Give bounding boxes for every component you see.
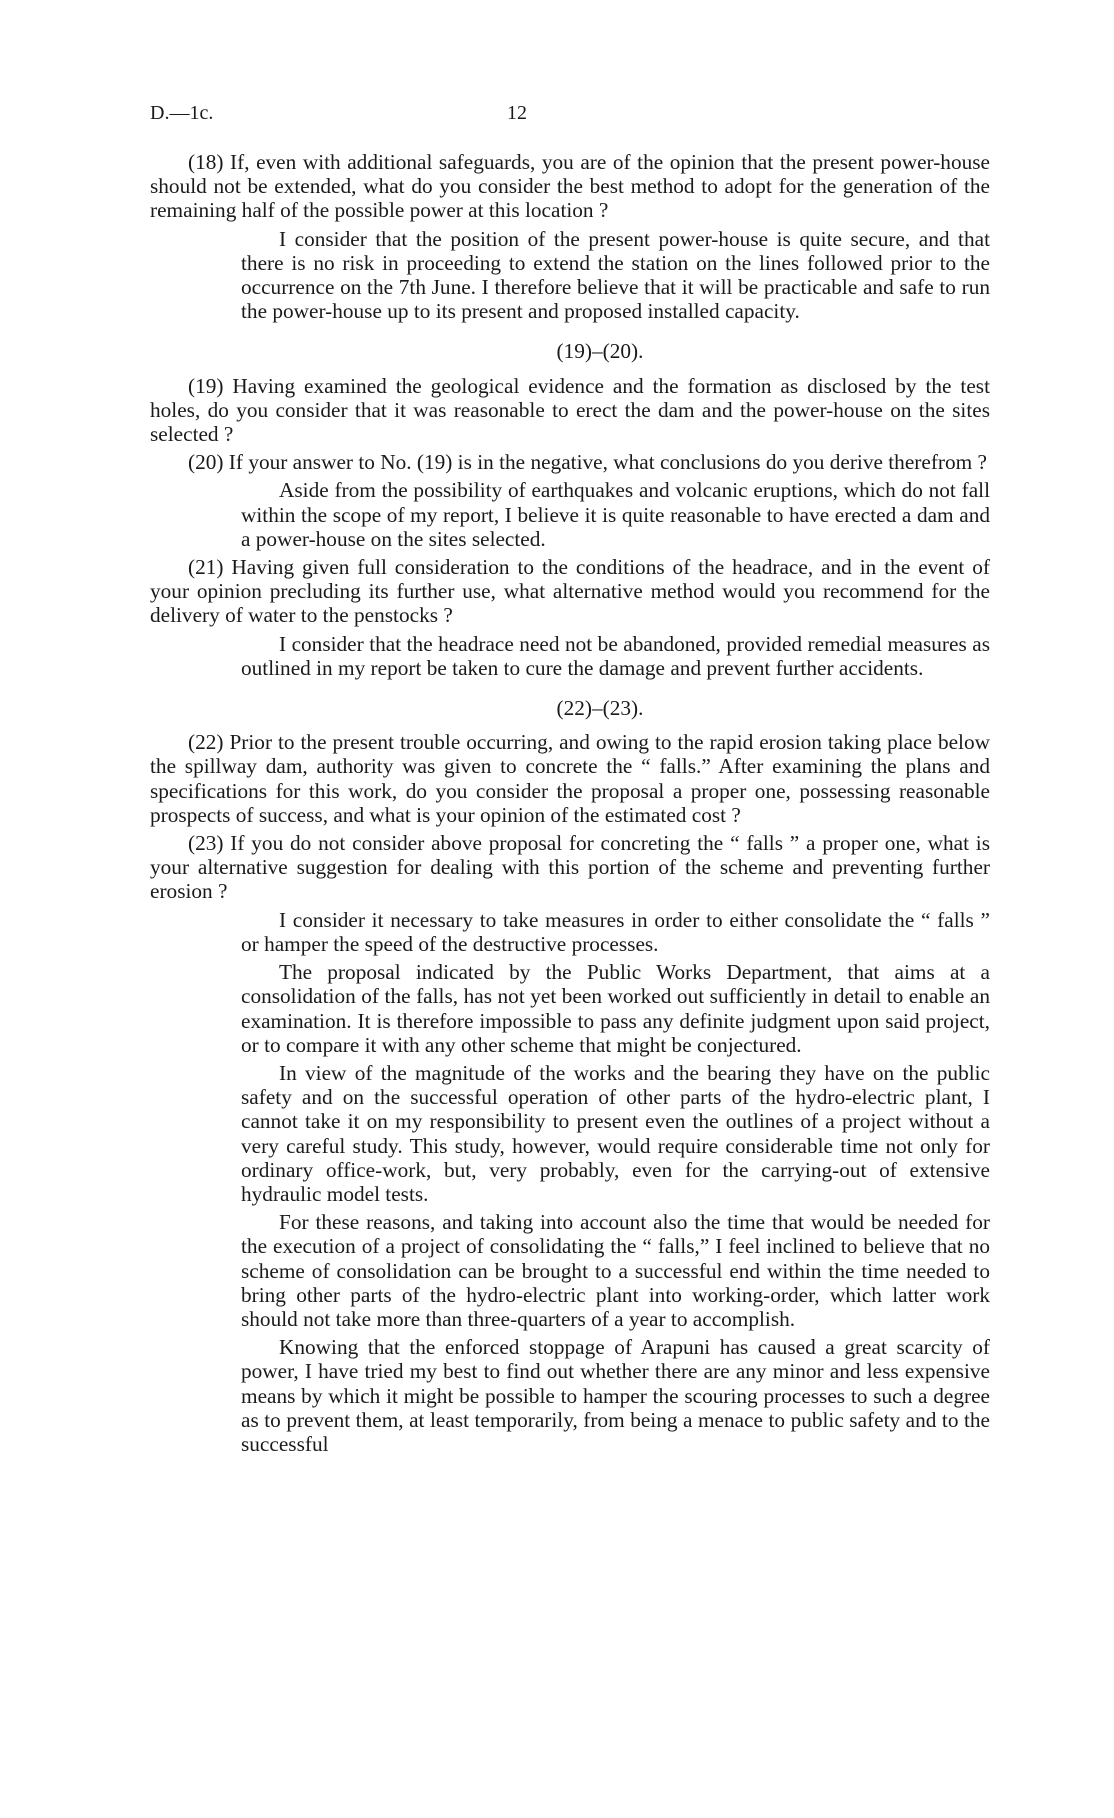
answer-paragraph: For these reasons, and taking into account also the time that would be needed for the execution of a project of consolidating the “ falls,” I feel inclined to believe that no scheme of consolidation can be brought to a successful end within the time needed to bring other parts of the hydro-electric plant into working-order, which latter work should not take more than three-quarters of a year to accomplish. [241,1210,990,1331]
section-heading: (22)–(23). [556,696,644,721]
question-paragraph: (23) If you do not consider above proposal for concreting the “ falls ” a proper one, what is your alternative suggestion for dealing with this portion of the scheme and preventing further erosion ? [150,831,990,904]
question-paragraph: (19) Having examined the geological evidence and the formation as disclosed by the test holes, do you consider that it was reasonable to erect the dam and the power-house on the sites selected ? [150,373,990,447]
answer-paragraph: Knowing that the enforced stoppage of Arapuni has caused a great scarcity of power, I have tried my best to find out whether there are any minor and less expensive means by which it might be possible to hamper the scouring processes to such a degree as to prevent them, at least temporarily, from being a menace to public safety and to the successful [241,1335,990,1456]
answer-paragraph: I consider it necessary to take measures in order to either consolidate the “ falls ” or hamper the speed of the destructive processes. [241,907,990,956]
document-reference: D.—1c. [150,102,214,124]
section-heading: (19)–(20). [556,339,644,364]
question-paragraph: (22) Prior to the present trouble occurring, and owing to the rapid erosion taking place below the spillway dam, authority was given to concrete the “ falls.” After examining the plans and specifications for this work, do you consider the proposal a proper one, possessing reasonable prospects of success, and what is your opinion of the estimated cost ? [150,730,990,827]
answer-paragraph: I consider that the headrace need not be abandoned, provided remedial measures as outlined in my report be taken to cure the damage and prevent further accidents. [241,631,990,680]
document-body [150,150,990,1460]
question-paragraph: (18) If, even with additional safeguards, you are of the opinion that the present power-house should not be extended, what do you consider the best method to adopt for the generation of the remaining half of the possible power at this location ? [150,150,990,223]
page-number: 12 [507,102,527,124]
answer-paragraph: In view of the magnitude of the works and the bearing they have on the public safety and on the successful operation of other parts of the hydro-electric plant, I cannot take it on my responsibility to present even the outlines of a project without a very careful study. This study, however, would require considerable time not only for ordinary office-work, but, very probably, even for the carrying-out of extensive hydraulic model tests. [241,1060,990,1206]
answer-paragraph: Aside from the possibility of earthquakes and volcanic eruptions, which do not fall within the scope of my report, I believe it is quite reasonable to have erected a dam and a power-house on the sites selected. [241,478,990,551]
question-paragraph: (21) Having given full consideration to the conditions of the headrace, and in the event of your opinion precluding its further use, what alternative method would you recommend for the delivery of water to the penstocks ? [150,555,990,628]
question-paragraph: (20) If your answer to No. (19) is in the negative, what conclusions do you derive therefrom ? [188,450,987,475]
answer-paragraph: The proposal indicated by the Public Works Department, that aims at a consolidation of the falls, has not yet been worked out sufficiently in detail to enable an examination. It is therefore impossible to pass any definite judgment upon said project, or to compare it with any other scheme that might be conjectured. [241,960,990,1057]
answer-paragraph: I consider that the position of the present power-house is quite secure, and that there is no risk in proceeding to extend the station on the lines followed prior to the occurrence on the 7th June. I therefore believe that it will be practicable and safe to run the power-house up to its present and proposed installed capacity. [241,226,990,324]
